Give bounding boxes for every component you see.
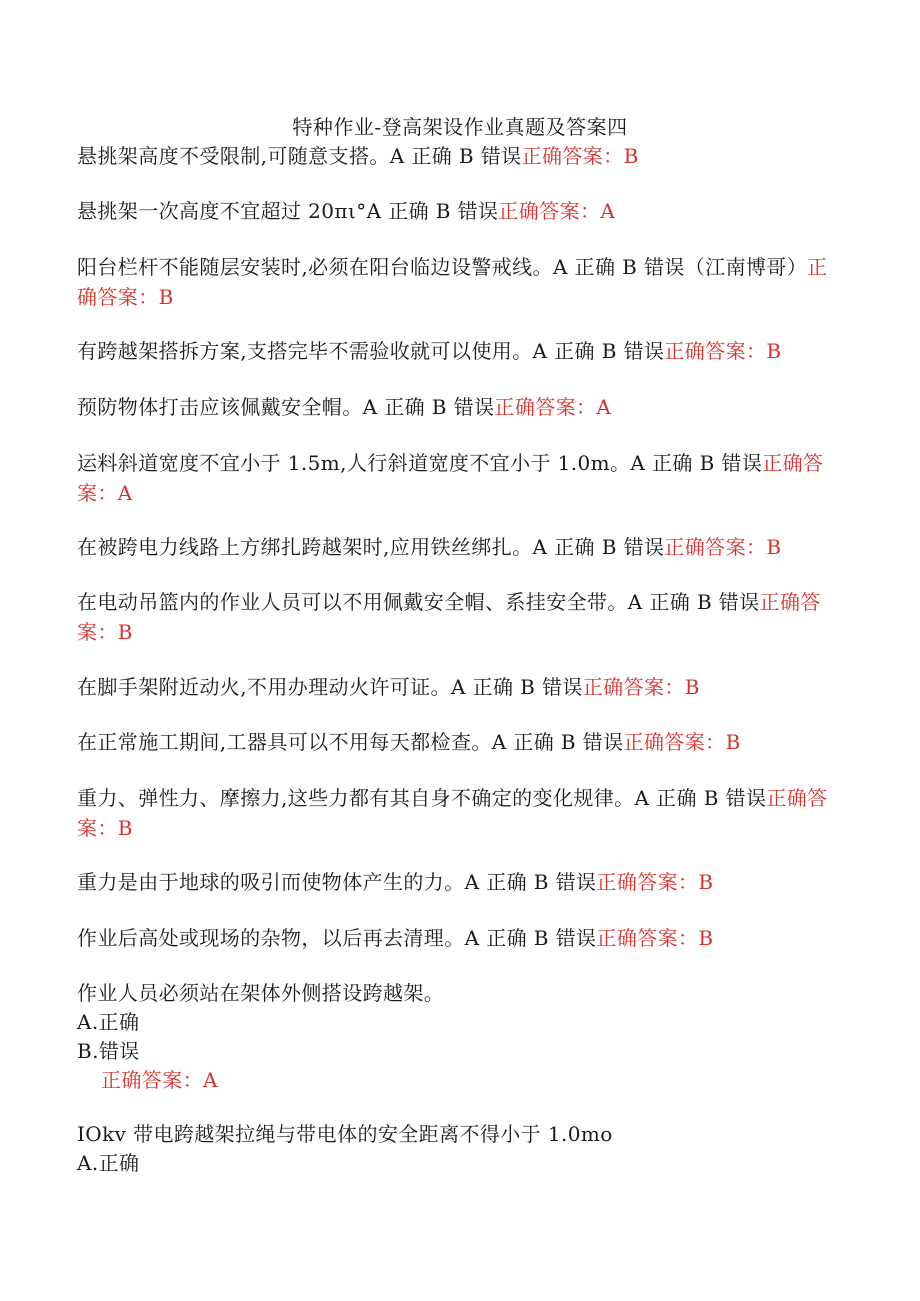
question-item [77,979,847,1095]
question-item [77,867,847,897]
question-text: 悬挑架高度不受限制,可随意支搭。A 正确 B 错误 [77,144,522,168]
question-text: 阳台栏杆不能随层安装时,必须在阳台临边设警戒线。A 正确 B 错误（江南博哥） [77,255,808,279]
question-text: 运料斜道宽度不宜小于 1.5m,人行斜道宽度不宜小于 1.0m。A 正确 B 错误 [77,451,763,475]
question-item [77,672,847,702]
question-text: 在脚手架附近动火,不用办理动火许可证。A 正确 B 错误 [77,675,583,699]
question-text: 重力、弹性力、摩擦力,这些力都有其自身不确定的变化规律。A 正确 B 错误 [77,786,767,810]
question-item [77,1120,847,1178]
question-item [77,336,847,366]
question-item [77,923,847,953]
option-b: B.错误 [77,1039,140,1063]
question-item [77,727,847,757]
answer-text: 正确答案：B [77,590,821,644]
question-item [77,532,847,562]
answer-text: 正确答案：B [596,870,714,894]
question-text: 悬挑架一次高度不宜超过 20πι°A 正确 B 错误 [77,199,499,223]
question-item [77,252,847,312]
question-text: 有跨越架搭拆方案,支搭完毕不需验收就可以使用。A 正确 B 错误 [77,339,665,363]
answer-text: 正确答案：B [582,675,700,699]
answer-text: 正确答案：B [623,730,741,754]
question-item [77,392,847,422]
question-text: 在电动吊篮内的作业人员可以不用佩戴安全帽、系挂安全带。A 正确 B 错误 [77,590,760,614]
question-text: 在正常施工期间,工器具可以不用每天都检查。A 正确 B 错误 [77,730,624,754]
document-title: 特种作业-登高架设作业真题及答案四 [292,115,628,139]
answer-text: 正确答案：B [77,255,828,309]
question-item [77,783,847,843]
question-item [77,196,847,226]
question-text: 在被跨电力线路上方绑扎跨越架时,应用铁丝绑扎。A 正确 B 错误 [77,535,665,559]
answer-text: 正确答案：A [77,451,824,505]
question-text: 作业人员必须站在架体外侧搭设跨越架。 [77,981,445,1005]
question-item [77,587,847,647]
question-item [77,141,847,171]
answer-text: 正确答案：B [664,535,782,559]
answer-text: 正确答案：A [101,1068,218,1092]
answer-text: 正确答案：B [596,926,714,950]
option-a: A.正确 [77,1010,140,1034]
answer-text: 正确答案：B [521,144,639,168]
answer-text: 正确答案：A [494,395,612,419]
question-text: 作业后高处或现场的杂物，以后再去清理。A 正确 B 错误 [77,926,597,950]
answer-text: 正确答案：B [77,786,828,840]
question-text: 预防物体打击应该佩戴安全帽。A 正确 B 错误 [77,395,495,419]
question-text: 重力是由于地球的吸引而使物体产生的力。A 正确 B 错误 [77,870,597,894]
option-a: A.正确 [77,1151,140,1175]
answer-text: 正确答案：B [664,339,782,363]
answer-text: 正确答案：A [498,199,616,223]
question-text: IOkv 带电跨越架拉绳与带电体的安全距离不得小于 1.0mo [77,1122,613,1146]
question-item [77,448,847,508]
